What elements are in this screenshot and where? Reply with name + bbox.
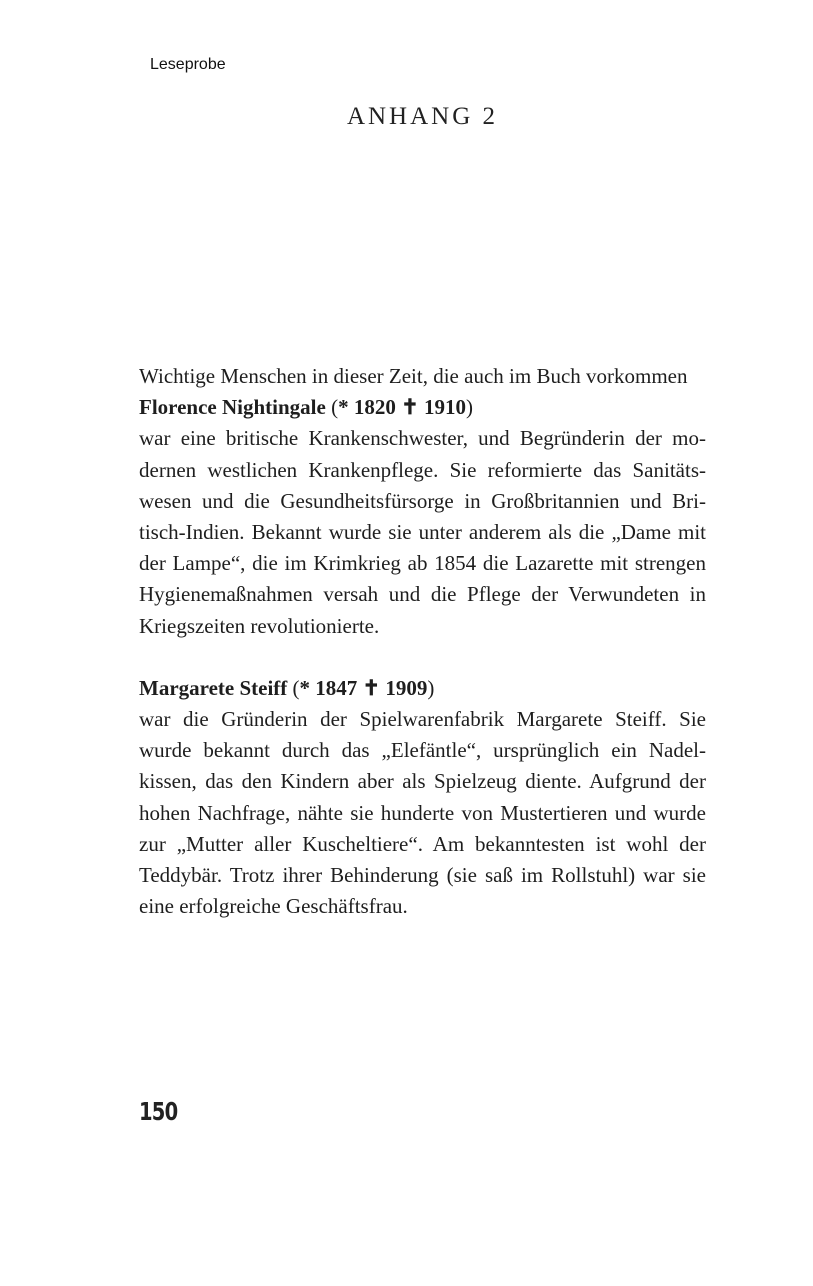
page-number: 150	[139, 1097, 178, 1126]
paren-open: (	[325, 395, 339, 420]
watermark-label: Leseprobe	[150, 56, 226, 73]
chapter-title: ANHANG 2	[346, 103, 499, 130]
paren-open: (	[287, 675, 300, 700]
person-heading-steiff	[139, 673, 706, 704]
paren-close: )	[427, 675, 435, 700]
person-description-nightingale: war eine britische Krankenschwester, und Begründerin der modernen westlichen Krankenpflege. Sie reformierte das Sanitätswesen und die Gesundheitsfürsorge in Großbritannien und Britisch-Indien. Bekannt wurde sie unter anderem als die „Dame mit der Lampe“, die im Krimkrieg ab 1854 die Lazarette mit strengen Hygienemaßnahmen versah und die Pflege der Verwundeten in Kriegszeiten revolutionierte.	[139, 426, 706, 638]
intro-paragraph: Wichtige Menschen in dieser Zeit, die auch im Buch vorkommen	[139, 364, 688, 388]
paren-close: )	[465, 395, 473, 420]
person-dates: * 1847 ✝ 1909	[299, 675, 428, 700]
person-name: Margarete Steiff	[139, 675, 288, 700]
person-heading-nightingale	[139, 392, 706, 423]
person-dates: * 1820 ✝ 1910	[338, 395, 466, 420]
page-body	[139, 361, 706, 922]
section-spacer	[139, 642, 706, 673]
person-name: Florence Nightingale	[139, 395, 326, 420]
person-description-steiff: war die Gründerin der Spielwarenfabrik Margarete Steiff. Sie wurde bekannt durch das „Elefäntle“, ursprünglich ein Nadelkissen, das den Kindern aber als Spielzeug diente. Aufgrund der hohen Nachfrage, nähte sie hunderte von Mustertieren und wurde zur „Mutter aller Kuscheltiere“. Am bekanntesten ist wohl der Teddybär. Trotz ihrer Behinderung (sie saß im Rollstuhl) war sie eine erfolgreiche Geschäftsfrau.	[139, 707, 706, 919]
